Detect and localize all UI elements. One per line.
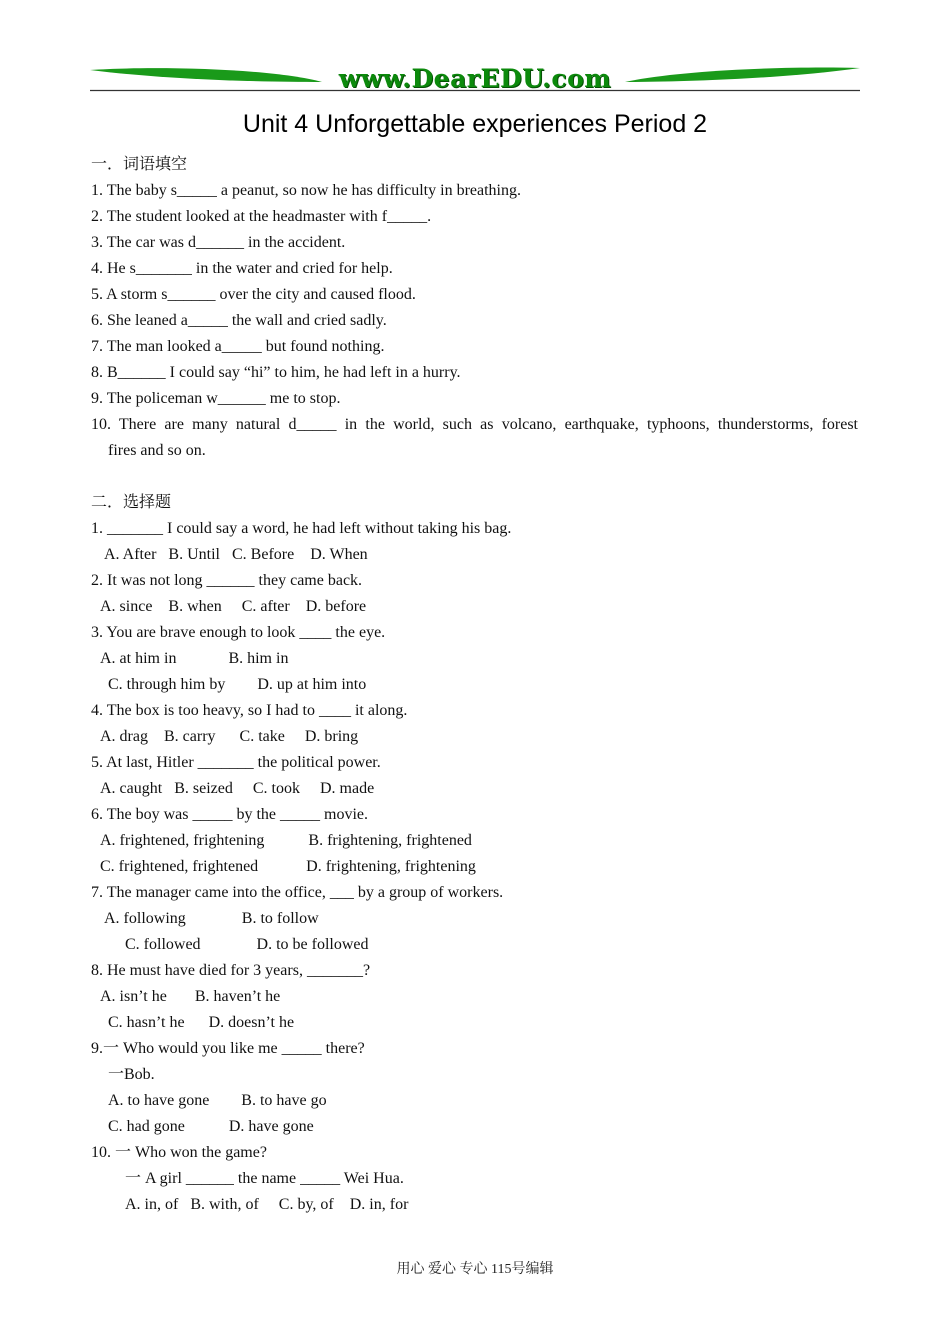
question-8-options-ab: A. isn’t he B. haven’t he — [100, 988, 281, 1005]
question-10: 10. 一 Who won the game? — [91, 1144, 267, 1161]
fill-in-item-3: 3. The car was d______ in the accident. — [91, 234, 346, 251]
fill-in-item-9: 9. The policeman w______ me to stop. — [91, 390, 341, 407]
fill-in-item-6: 6. She leaned a_____ the wall and cried sadly. — [91, 312, 387, 329]
question-9-options-cd: C. had gone D. have gone — [108, 1118, 314, 1135]
question-1: 1. _______ I could say a word, he had left without taking his bag. — [91, 520, 512, 537]
question-7-options-ab: A. following B. to follow — [104, 910, 319, 927]
section-heading-multiple-choice: 二．选择题 — [91, 494, 172, 511]
question-10-reply: 一 A girl ______ the name _____ Wei Hua. — [125, 1170, 404, 1187]
question-7-options-cd: C. followed D. to be followed — [125, 936, 369, 953]
fill-in-item-4: 4. He s_______ in the water and cried for help. — [91, 260, 393, 277]
question-6-options-ab: A. frightened, frightening B. frightening, frightened — [100, 832, 472, 849]
page-title: Unit 4 Unforgettable experiences Period 2 — [242, 110, 708, 138]
question-9: 9.一 Who would you like me _____ there? — [91, 1040, 365, 1057]
fill-in-item-5: 5. A storm s______ over the city and caused flood. — [91, 286, 416, 303]
question-8-options-cd: C. hasn’t he D. doesn’t he — [108, 1014, 295, 1031]
question-8: 8. He must have died for 3 years, _______? — [91, 962, 371, 979]
question-3: 3. You are brave enough to look ____ the eye. — [91, 624, 386, 641]
section-heading-fill-in: 一．词语填空 — [91, 156, 188, 173]
fill-in-item-10: 10. There are many natural d_____ in the world, such as volcano, earthquake, typhoons, thunderstorms, forest — [91, 416, 858, 433]
question-1-options: A. After B. Until C. Before D. When — [104, 546, 368, 563]
page-footer: 用心 爱心 专心 115号编辑 — [396, 1262, 554, 1277]
question-7: 7. The manager came into the office, ___ by a group of workers. — [91, 884, 504, 901]
question-6-options-cd: C. frightened, frightened D. frightening, frightening — [100, 858, 476, 875]
question-5: 5. At last, Hitler _______ the political power. — [91, 754, 381, 771]
question-10-options: A. in, of B. with, of C. by, of D. in, for — [125, 1196, 409, 1213]
question-4-options: A. drag B. carry C. take D. bring — [100, 728, 359, 745]
question-4: 4. The box is too heavy, so I had to ____ it along. — [91, 702, 408, 719]
question-9-reply: 一Bob. — [108, 1066, 155, 1083]
question-6: 6. The boy was _____ by the _____ movie. — [91, 806, 369, 823]
fill-in-item-2: 2. The student looked at the headmaster with f_____. — [91, 208, 432, 225]
fill-in-item-10-continued: fires and so on. — [108, 442, 206, 459]
question-9-options-ab: A. to have gone B. to have go — [108, 1092, 327, 1109]
question-2: 2. It was not long ______ they came back. — [91, 572, 363, 589]
fill-in-item-1: 1. The baby s_____ a peanut, so now he has difficulty in breathing. — [91, 182, 521, 199]
question-2-options: A. since B. when C. after D. before — [100, 598, 367, 615]
question-3-options-cd: C. through him by D. up at him into — [108, 676, 367, 693]
question-3-options-ab: A. at him in B. him in — [100, 650, 289, 667]
site-header-banner — [90, 62, 860, 94]
site-logo[interactable]: www.DearEDU.com — [338, 64, 612, 93]
question-5-options: A. caught B. seized C. took D. made — [100, 780, 375, 797]
fill-in-item-7: 7. The man looked a_____ but found nothing. — [91, 338, 385, 355]
fill-in-item-8: 8. B______ I could say “hi” to him, he had left in a hurry. — [91, 364, 461, 381]
